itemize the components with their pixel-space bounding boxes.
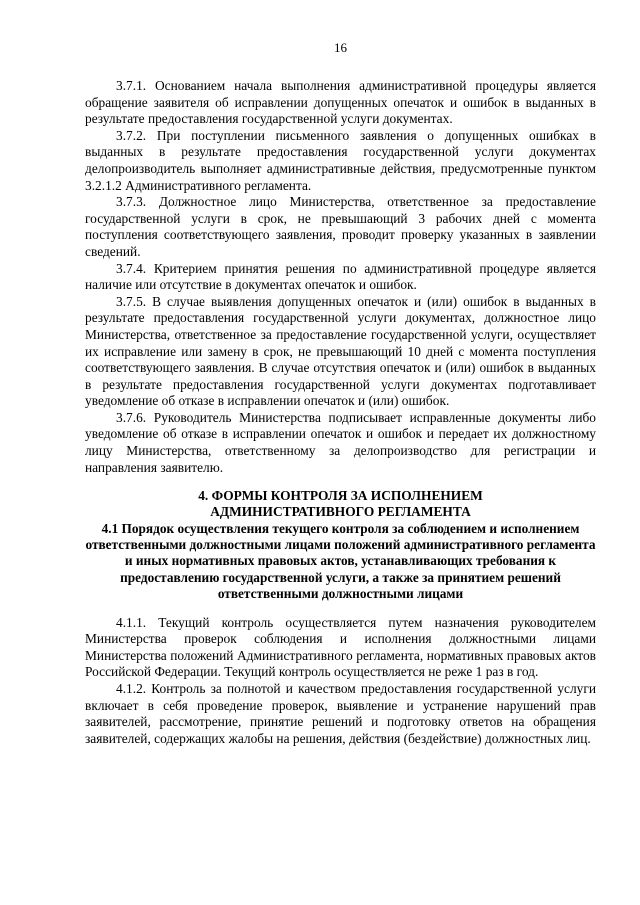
paragraph-4-1-1: 4.1.1. Текущий контроль осуществляется путем назначения руководителем Министерства проверок соблюдения и исполнения должностными лицами Министерства положений Административного регламента, нормативных правовых актов Российской Федерации. Текущий контроль осуществляется не реже 1 раз в год.	[85, 614, 596, 680]
paragraph-3-7-1: 3.7.1. Основанием начала выполнения административной процедуры является обращение заявителя об исправлении допущенных опечаток и ошибок в выданных в результате предоставления государственной услуги документах.	[85, 78, 596, 127]
section-title	[85, 488, 596, 520]
paragraph-3-7-6: 3.7.6. Руководитель Министерства подписывает исправленные документы либо уведомление об отказе в исправлении опечаток и ошибок и передает их должностному лицу Министерства, ответственному за делопроизводство для регистрации и направления заявителю.	[85, 409, 596, 475]
paragraph-3-7-2: 3.7.2. При поступлении письменного заявления о допущенных ошибках в выданных в результате предоставления государственной услуги документах делопроизводитель выполняет административные действия, предусмотренные пунктом 3.2.1.2 Административного регламента.	[85, 127, 596, 193]
paragraph-3-7-4: 3.7.4. Критерием принятия решения по административной процедуре является наличие или отсутствие в документах опечаток и ошибок.	[85, 260, 596, 293]
subsection-title: 4.1 Порядок осуществления текущего контроля за соблюдением и исполнением ответственными должностными лицами положений административного регламента и иных нормативных правовых актов, устанавливающих требования к предоставлению государственной услуги, а также за принятием решений ответственными должностными лицами	[85, 520, 596, 602]
section-title-line-1: 4. ФОРМЫ КОНТРОЛЯ ЗА ИСПОЛНЕНИЕМ	[198, 488, 483, 504]
paragraph-3-7-5: 3.7.5. В случае выявления допущенных опечаток и (или) ошибок в выданных в результате предоставления государственной услуги документах, должностное лицо Министерства, ответственное за предоставление государственной услуги, осуществляет их исправление или замену в срок, не превышающий 10 дней с момента поступления соответствующего заявления. В случае отсутствия опечаток и (или) ошибок в выданных в результате предоставления государственной услуги документах подготавливает уведомление об отказе в исправлении опечаток и (или) ошибок.	[85, 293, 596, 409]
paragraph-3-7-3: 3.7.3. Должностное лицо Министерства, ответственное за предоставление государственной услуги в срок, не превышающий 3 рабочих дней с момента поступления соответствующего заявления, проводит проверку указанных в заявлении сведений.	[85, 194, 596, 259]
section-title-line-2: АДМИНИСТРАТИВНОГО РЕГЛАМЕНТА	[210, 504, 471, 520]
page-number: 16	[334, 40, 347, 55]
paragraph-4-1-2: 4.1.2. Контроль за полнотой и качеством предоставления государственной услуги включает в себя проведение проверок, выявление и устранение нарушений прав заявителей, рассмотрение, принятие решений и подготовку ответов на обращения заявителей, содержащих жалобы на решения, действия (бездействие) должностных лиц.	[85, 681, 596, 746]
